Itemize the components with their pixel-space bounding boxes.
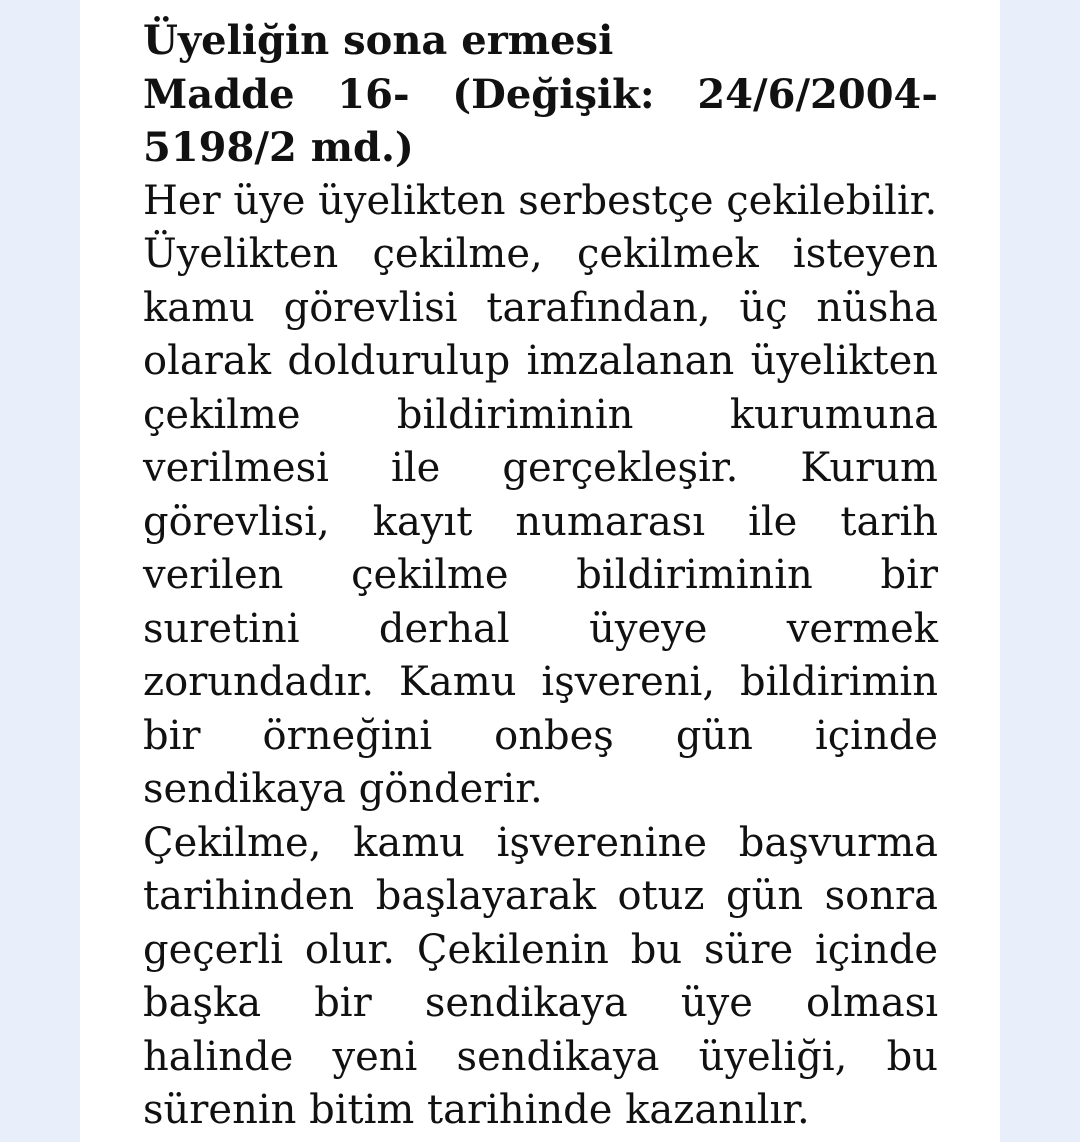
article-number: Madde 16- (Değişik: 24/6/2004-5198/2 md.)	[143, 70, 938, 171]
article-heading: Üyeliğin sona ermesi	[143, 17, 614, 64]
paragraph-3: Çekilme, kamu işverenine başvurma tarihinden başlayarak otuz gün sonra geçerli olur. Çekilenin bu süre içinde başka bir sendikaya üye olması halinde yeni sendikaya üyeliği, bu sürenin bitim tarihinde kazanılır.	[143, 819, 938, 1133]
article-text	[143, 14, 938, 1138]
document-page	[80, 0, 1000, 1142]
paragraph-1: Her üye üyelikten serbestçe çekilebilir.	[143, 177, 938, 224]
paragraph-2: Üyelikten çekilme, çekilmek isteyen kamu görevlisi tarafından, üç nüsha olarak doldurulup imzalanan üyelikten çekilme bildiriminin kurumuna verilmesi ile gerçekleşir. Kurum görevlisi, kayıt numarası ile tarih verilen çekilme bildiriminin bir suretini derhal üyeye vermek zorundadır. Kamu işvereni, bildirimin bir örneğini onbeş gün içinde sendikaya gönderir.	[143, 231, 938, 812]
